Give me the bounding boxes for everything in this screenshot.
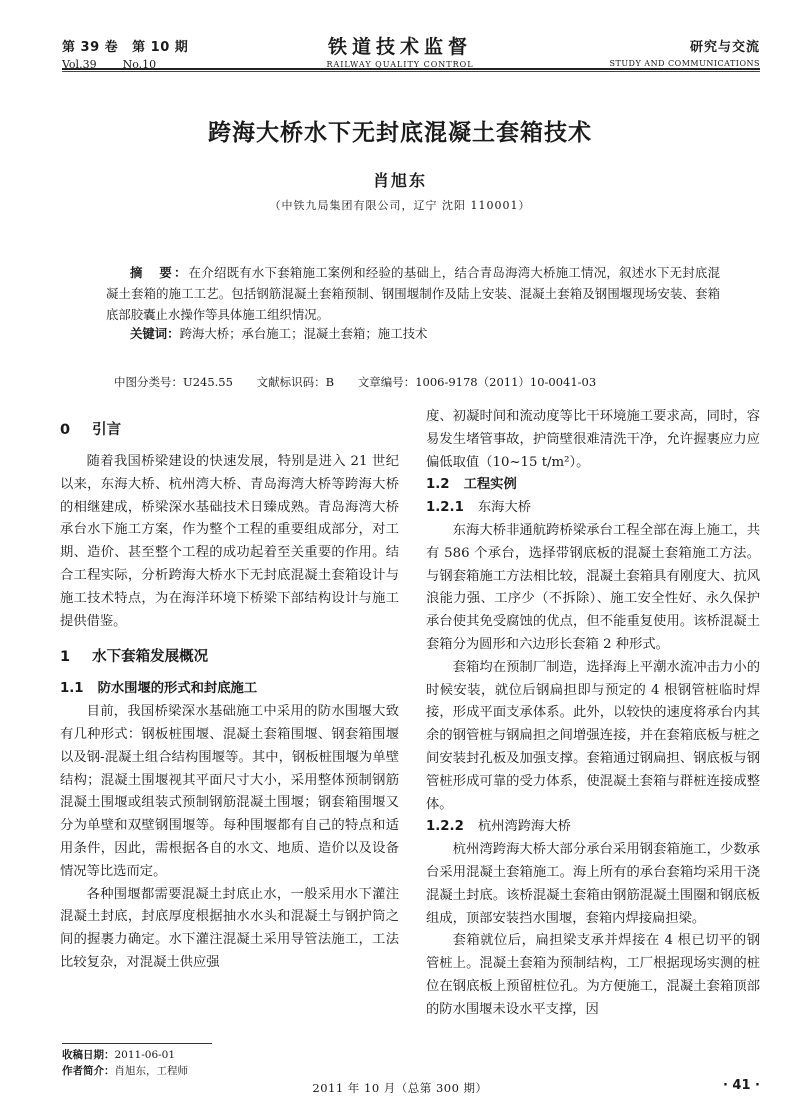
article-id-label: 文章编号： xyxy=(357,375,416,389)
doc-code-label: 文献标识码： xyxy=(256,375,326,389)
keywords xyxy=(130,324,427,342)
header-volume-info xyxy=(62,36,262,71)
volume-en: Vol.39 xyxy=(62,58,97,71)
clc-value: U245.55 xyxy=(183,375,233,389)
column-name-en: STUDY AND COMMUNICATIONS xyxy=(609,59,760,68)
article-id-value: 1006-9178（2011）10-0041-03 xyxy=(415,375,597,389)
doc-code-value: B xyxy=(325,375,335,389)
classification-line xyxy=(114,374,616,390)
header-column-name xyxy=(540,36,760,68)
paragraph: 杭州湾跨海大桥大部分承台采用钢套箱施工，少数承台采用混凝土套箱施工。海上所有的承台套箱均采用干浇混凝土封底。该桥混凝土套箱由钢筋混凝土围圈和钢底板组成，顶部安装挡水围堰，套箱内焊接扁担梁。 xyxy=(426,842,760,926)
author-bio: 肖旭东，工程师 xyxy=(114,1065,188,1077)
paragraph: 随着我国桥梁建设的快速发展，特别是进入 21 世纪以来，东海大桥、杭州湾大桥、青岛海湾大桥等跨海大桥的相继建成，桥梁深水基础技术日臻成熟。青岛海湾大桥承台水下施工方案，作为整个工程的重要组成部分，对工期、造价、甚至整个工程的成功起着至关重要的作用。结合工程实际，分析跨海大桥水下无封底混凝土套箱设计与施工技术特点，为在海洋环境下桥梁下部结构设计与施工提供借鉴。 xyxy=(60,454,399,629)
footnote xyxy=(62,1047,188,1079)
paragraph: 度、初凝时间和流动度等比干环境施工要求高，同时，容易发生堵管事故，护筒壁很难清洗干净，允许握裹应力应偏低取值（10~15 t/m²）。 xyxy=(426,409,760,470)
abstract xyxy=(106,262,720,325)
header-rule xyxy=(62,68,760,70)
paragraph: 套箱均在预制厂制造，选择海上平潮水流冲击力小的时候安装，就位后钢扁担即与预定的 4 根钢管桩临时焊接，形成平面支承体系。此外，以较快的速度将承台内其余的钢管桩与钢扁担之间增强连接，并在套箱底板与桩之间安装封孔板及加强支撑。套箱通过钢扁担、钢底板与钢管桩形成可靠的受力体系，使混凝土套箱与群桩连接成整体。 xyxy=(426,659,760,812)
volume-cn: 第 39 卷 xyxy=(62,40,119,55)
issue-info: 2011 年 10 月（总第 300 期） xyxy=(312,1081,488,1095)
author-affiliation: （中铁九局集团有限公司，辽宁 沈阳 110001） xyxy=(269,199,531,212)
footnote-rule xyxy=(62,1043,212,1044)
issue-en: No.10 xyxy=(122,58,157,71)
journal-name-en: RAILWAY QUALITY CONTROL xyxy=(326,60,474,69)
article-author: 肖旭东 xyxy=(372,171,427,190)
subsection-heading: 1.1 防水围堰的形式和封底施工 xyxy=(60,681,258,697)
received-date: 2011-06-01 xyxy=(114,1049,176,1061)
paragraph: 东海大桥非通航跨桥梁承台工程全部在海上施工，共有 586 个承台，选择带钢底板的混凝土套箱施工方法。与钢套箱施工方法相比较，混凝土套箱具有刚度大、抗风浪能力强、工序少（不拆除）、施工安全性好、永久保护承台使其免受腐蚀的优点，但不能重复使用。该桥混凝土套箱分为圆形和六边形长套箱 2 种形式。 xyxy=(426,522,760,652)
subsection-heading: 1.2 工程实例 xyxy=(426,477,517,493)
abstract-text: 在介绍既有水下套箱施工案例和经验的基础上，结合青岛海湾大桥施工情况，叙述水下无封底混凝土套箱的施工工艺。包括钢筋混凝土套箱预制、钢围堰制作及陆上安装、混凝土套箱及钢围堰现场安装、套箱底部胶囊止水操作等具体施工组织情况。 xyxy=(106,265,721,322)
section-heading: 1 水下套箱发展概况 xyxy=(60,649,209,666)
clc-label: 中图分类号： xyxy=(114,375,183,389)
author-bio-label: 作者简介： xyxy=(62,1065,115,1077)
abstract-label: 摘 要： xyxy=(130,265,189,280)
section-heading: 0 引言 xyxy=(60,422,122,438)
paragraph: 套箱就位后，扁担梁支承并焊接在 4 根已切平的钢管桩上。混凝土套箱为预制结构，工厂根据现场实测的桩位在钢底板上预留桩位孔。为方便施工，混凝土套箱顶部的防水围堰未设水平支撑，因 xyxy=(426,933,760,1017)
received-label: 收稿日期： xyxy=(62,1049,115,1061)
subsubsection-heading: 1.2.1 东海大桥 xyxy=(426,500,532,516)
right-column xyxy=(426,406,760,1022)
paragraph: 目前，我国桥梁深水基础施工中采用的防水围堰大致有几种形式：钢板桩围堰、混凝土套箱围堰、钢套箱围堰以及钢-混凝土组合结构围堰等。其中，钢板桩围堰为单壁结构；混凝土围堰视其平面尺寸大小，采用整体预制钢筋混凝土围堰或组装式预制钢筋混凝土围堰；钢套箱围堰又分为单壁和双壁钢围堰等。每种围堰都有自己的特点和适用条件，因此，需根据各自的水文、地质、造价以及设备情况等比选而定。 xyxy=(60,704,399,879)
left-column xyxy=(60,406,399,975)
keywords-label: 关键词： xyxy=(130,326,180,341)
journal-name-cn: 铁道技术监督 xyxy=(327,36,472,58)
paragraph: 各种围堰都需要混凝土封底止水，一般采用水下灌注混凝土封底，封底厚度根据抽水水头和混凝土与钢护筒之间的握裹力确定。水下灌注混凝土采用导管法施工，工法比较复杂，对混凝土供应强 xyxy=(60,886,399,970)
issue-cn: 第 10 期 xyxy=(132,40,189,55)
column-name-cn: 研究与交流 xyxy=(689,40,760,55)
page-number: · 41 · xyxy=(722,1078,760,1093)
header-journal-name xyxy=(300,32,500,69)
subsubsection-heading: 1.2.2 杭州湾跨海大桥 xyxy=(426,819,571,835)
header-rule-thin xyxy=(62,71,760,72)
article-title: 跨海大桥水下无封底混凝土套箱技术 xyxy=(208,120,592,146)
keywords-text: 跨海大桥；承台施工；混凝土套箱；施工技术 xyxy=(179,326,428,341)
